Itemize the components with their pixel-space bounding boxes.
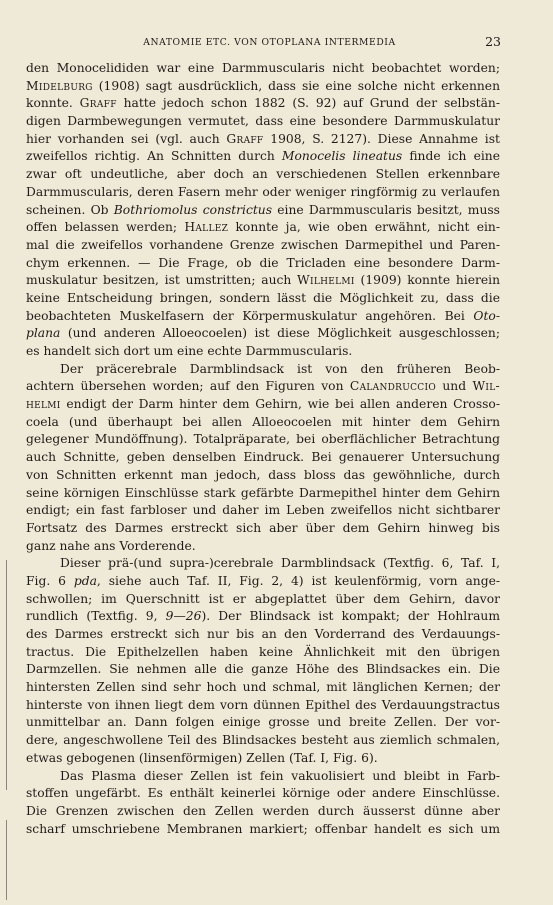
text-run: tractus. Die Epithelzellen haben keine Ähnlichkeit mit den übrigen	[26, 644, 500, 659]
running-title: ANATOMIE ETC. VON OTOPLANA INTERMEDIA	[143, 37, 396, 48]
text-line	[26, 148, 500, 166]
text-line	[26, 325, 500, 343]
text-run: Die Grenzen zwischen den Zellen werden durch äusserst dünne aber	[26, 803, 500, 818]
text-run: rundlich (Textfig. 9,	[26, 609, 166, 624]
text-line	[26, 608, 500, 626]
text-run: etwas gebogenen (linsenförmigen) Zellen (Taf. I, Fig. 6).	[26, 750, 378, 765]
text-run: schwollen; im Querschnitt ist er abgeplattet über dem Gehirn, davor	[26, 591, 500, 606]
text-line	[26, 219, 500, 237]
italic-term: Bothriomolus constrictus	[113, 202, 273, 217]
text-line	[26, 555, 500, 573]
text-run: zwar oft undeutliche, aber doch an verschiedenen Stellen erkennbare	[26, 167, 500, 182]
text-line	[26, 750, 500, 768]
text-run: konnte.	[26, 96, 80, 111]
text-line	[26, 131, 500, 149]
text-run: ). Der Blindsack ist kompakt; der Hohlraum	[201, 609, 500, 624]
text-run: Dieser prä-(und supra-)cerebrale Darmblindsack (Textfig. 6, Taf. I,	[60, 556, 500, 571]
text-run: hier vorhanden sei (vgl. auch	[26, 131, 227, 146]
text-run: (1908) sagt ausdrücklich, dass sie eine solche nicht erkennen	[92, 78, 500, 93]
text-run: dere, angeschwollene Teil des Blindsackes besteht aus ziemlich schmalen,	[26, 733, 500, 748]
text-line	[26, 591, 500, 609]
body-text	[26, 60, 500, 838]
text-line	[26, 78, 500, 96]
text-run: zweifellos richtig. An Schnitten durch	[26, 149, 282, 164]
text-run: digen Darmbewegungen vermutet, dass eine besondere Darmmuskulatur	[26, 114, 500, 129]
text-run: seine körnigen Einschlüsse stark gefärbte Darmepithel hinter dem Gehirn	[26, 485, 500, 500]
text-line	[26, 396, 500, 414]
text-run: scharf umschriebene Membranen markiert; offenbar handelt es sich um	[26, 821, 500, 836]
author-name: Hallez	[184, 220, 229, 235]
text-run: finde ich eine	[402, 149, 500, 164]
text-line	[26, 697, 500, 715]
page-header	[38, 34, 501, 50]
text-line	[26, 679, 500, 697]
italic-term: Oto-	[473, 308, 500, 323]
text-line	[26, 361, 500, 379]
author-name: Midelburg	[26, 78, 93, 93]
text-run: muskulatur besitzen, ist umstritten; auch	[26, 273, 298, 288]
text-run: hatte jedoch schon 1882 (S. 92) auf Grund der selbstän-	[116, 96, 500, 111]
text-line	[26, 520, 500, 538]
text-line	[26, 785, 500, 803]
italic-term: plana	[26, 326, 61, 341]
text-run: gelegener Mundöffnung). Totalpräparate, bei oberflächlicher Betrachtung	[26, 432, 500, 447]
italic-term: pda	[73, 573, 97, 588]
text-run: ganz nahe ans Vorderende.	[26, 538, 196, 553]
text-run: hinterste von ihnen liegt dem vorn dünnen Epithel des Verdauungstractus	[26, 697, 500, 712]
author-name: Graff	[79, 96, 117, 111]
italic-term: Monocelis lineatus	[281, 149, 403, 164]
text-line	[26, 60, 500, 78]
text-run: chym erkennen. — Die Frage, ob die Tricladen eine besondere Darm-	[26, 255, 500, 270]
text-line	[26, 202, 500, 220]
text-run: stoffen ungefärbt. Es enthält keinerlei körnige oder andere Einschlüsse.	[26, 786, 500, 801]
author-name: helmi	[26, 397, 61, 412]
text-line	[26, 272, 500, 290]
text-run: Der präcerebrale Darmblindsack ist von den früheren Beob-	[60, 361, 500, 376]
text-run: hintersten Zellen sind sehr hoch und schmal, mit länglichen Kernen; der	[26, 680, 500, 695]
text-run: achtern übersehen worden; auf den Figuren von	[26, 379, 350, 394]
text-run: scheinen. Ob	[26, 202, 114, 217]
text-run: (und anderen Alloeocoelen) ist diese Möglichkeit ausgeschlossen;	[60, 326, 500, 341]
page-number: 23	[485, 34, 501, 49]
text-line	[26, 821, 500, 839]
text-line	[26, 485, 500, 503]
text-run: eine Darmmuscularis besitzt, muss	[272, 202, 500, 217]
italic-term: 9—26	[165, 609, 202, 624]
text-line	[26, 626, 500, 644]
text-run: keine Entscheidung bringen, sondern lässt die Möglichkeit zu, dass die	[26, 290, 500, 305]
author-name: Calandruccio	[349, 379, 437, 394]
text-run: coela (und überhaupt bei allen Alloeocoelen mit hinter dem Gehirn	[26, 414, 500, 429]
text-run: endigt; ein fast farbloser und daher im Leben zweifellos nicht sichtbarer	[26, 503, 500, 518]
page-edge-mark	[6, 820, 7, 900]
text-line	[26, 502, 500, 520]
text-line	[26, 644, 500, 662]
text-run: des Darmes erstreckt sich nur bis an den Vorderrand des Verdauungs-	[26, 627, 500, 641]
author-name: Graff	[226, 131, 264, 146]
text-run: beobachteten Muskelfasern der Körpermuskulatur angehören. Bei	[26, 308, 474, 323]
text-line	[26, 237, 500, 255]
text-line	[26, 768, 500, 786]
text-line	[26, 255, 500, 273]
text-run: (1909) konnte hierein	[354, 273, 500, 288]
text-run: endigt der Darm hinter dem Gehirn, wie bei allen anderen Crosso-	[60, 397, 500, 412]
text-line	[26, 732, 500, 750]
text-run: Darmmuscularis, deren Fasern mehr oder weniger ringförmig zu verlaufen	[26, 184, 500, 199]
text-run: Das Plasma dieser Zellen ist fein vakuolisiert und bleibt in Farb-	[60, 768, 500, 783]
text-line	[26, 184, 500, 202]
text-line	[26, 431, 500, 449]
text-line	[26, 661, 500, 679]
text-run: es handelt sich dort um eine echte Darmmuscularis.	[26, 344, 353, 358]
text-run: 1908, S. 2127). Diese Annahme ist	[263, 131, 500, 146]
text-line	[26, 290, 500, 308]
text-run: konnte ja, wie oben erwähnt, nicht ein-	[228, 220, 500, 235]
text-line	[26, 414, 500, 432]
text-run: und	[436, 379, 473, 394]
author-name: Wil-	[472, 379, 500, 394]
text-line	[26, 714, 500, 732]
text-line	[26, 803, 500, 821]
text-run: Darmzellen. Sie nehmen alle die ganze Höhe des Blindsackes ein. Die	[26, 662, 500, 677]
text-run: offen belassen werden;	[26, 220, 185, 235]
text-line	[26, 113, 500, 131]
text-run: Fig. 6	[26, 573, 74, 588]
text-line	[26, 573, 500, 591]
text-run: mal die zweifellos vorhandene Grenze zwischen Darmepithel und Paren-	[26, 237, 500, 252]
text-line	[26, 343, 500, 361]
page-edge-mark	[6, 560, 7, 790]
text-run: unmittelbar an. Dann folgen einige grosse und breite Zellen. Der vor-	[26, 715, 500, 730]
text-line	[26, 166, 500, 184]
author-name: Wilhelmi	[297, 273, 355, 288]
text-run: , siehe auch Taf. II, Fig. 2, 4) ist keulenförmig, vorn ange-	[96, 573, 500, 588]
text-run: auch Schnitte, geben denselben Eindruck. Bei genauerer Untersuchung	[26, 450, 500, 465]
text-run: den Monocelididen war eine Darmmuscularis nicht beobachtet worden;	[26, 61, 500, 75]
text-line	[26, 378, 500, 396]
text-line	[26, 95, 500, 113]
text-line	[26, 467, 500, 485]
text-run: von Schnitten erkennt man jedoch, dass bloss das gewöhnliche, durch	[26, 467, 500, 482]
text-run: Fortsatz des Darmes erstreckt sich aber über dem Gehirn hinweg bis	[26, 520, 500, 535]
text-line	[26, 538, 500, 556]
text-line	[26, 308, 500, 326]
text-line	[26, 449, 500, 467]
